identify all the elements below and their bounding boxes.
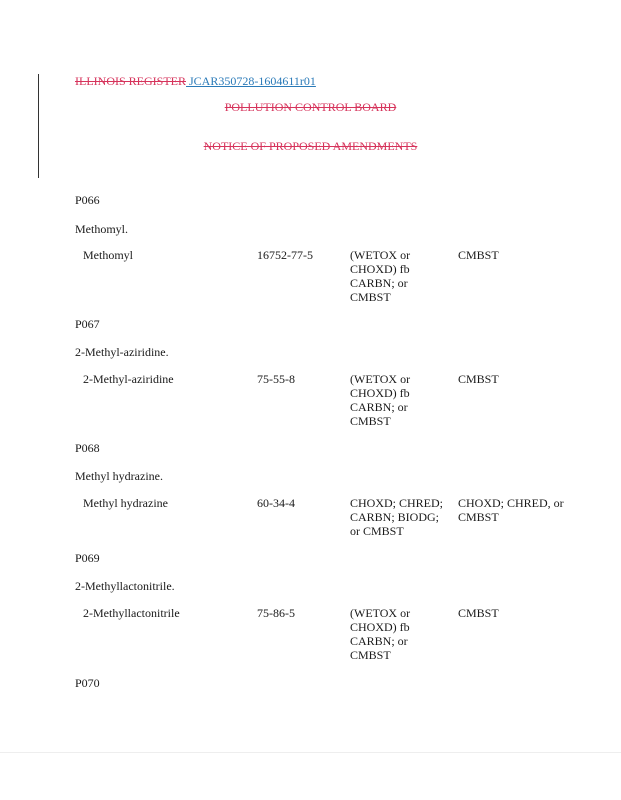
waste-code: P069 [75,551,100,565]
constituent-name: Methomyl [83,248,133,262]
nonwastewater-standard: CHOXD; CHRED, or CMBST [458,496,564,524]
nonwastewater-standard: CMBST [458,248,499,262]
wastewater-standard: CHOXD; CHRED; CARBN; BIODG; or CMBST [350,496,444,538]
constituent-name: 2-Methyllactonitrile [83,606,180,620]
register-header [75,74,316,89]
constituent-name: Methyl hydrazine [83,496,168,510]
register-inserted-text: JCAR350728-1604611r01 [186,74,316,88]
revision-margin-bar [38,74,39,178]
waste-code: P068 [75,441,100,455]
nonwastewater-standard: CMBST [458,372,499,386]
register-struck-text: ILLINOIS REGISTER [75,74,186,88]
wastewater-standard: (WETOX or CHOXD) fb CARBN; or CMBST [350,248,411,304]
waste-title: 2-Methyllactonitrile. [75,579,175,593]
waste-title: Methyl hydrazine. [75,469,163,483]
wastewater-standard: (WETOX or CHOXD) fb CARBN; or CMBST [350,606,411,662]
cas-number: 75-55-8 [257,372,295,386]
waste-code: P067 [75,317,100,331]
cas-number: 75-86-5 [257,606,295,620]
nonwastewater-standard: CMBST [458,606,499,620]
waste-code: P066 [75,193,100,207]
cas-number: 16752-77-5 [257,248,313,262]
waste-code: P070 [75,676,100,690]
wastewater-standard: (WETOX or CHOXD) fb CARBN; or CMBST [350,372,411,428]
notice-title: NOTICE OF PROPOSED AMENDMENTS [203,139,418,153]
board-title: POLLUTION CONTROL BOARD [224,100,397,114]
constituent-name: 2-Methyl-aziridine [83,372,174,386]
cas-number: 60-34-4 [257,496,295,510]
page-footer-divider [0,752,621,753]
waste-title: Methomyl. [75,222,128,236]
waste-title: 2-Methyl-aziridine. [75,345,169,359]
